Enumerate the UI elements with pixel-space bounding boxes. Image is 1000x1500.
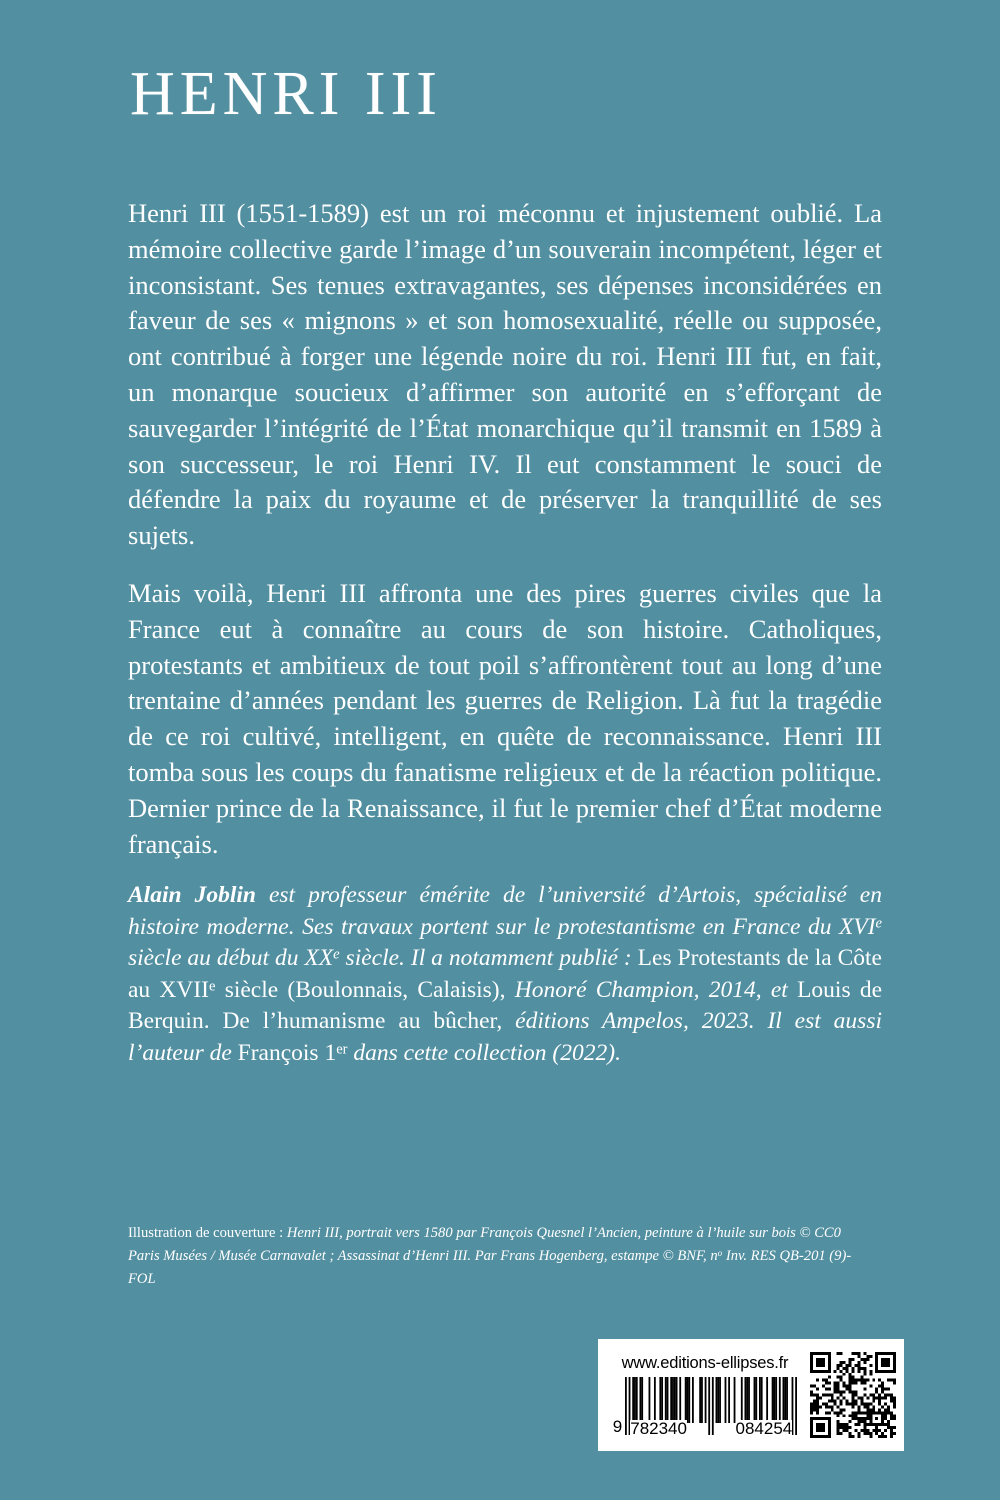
bio-closing: dans cette collection (2022). bbox=[347, 1039, 621, 1066]
ean-digit-groups bbox=[625, 1420, 797, 1437]
ordinal-suffix-numero: o bbox=[717, 1247, 723, 1258]
ean-lead-digit: 9 bbox=[612, 1416, 623, 1436]
bio-segment-3: siècle. Il a notamment publié : bbox=[339, 945, 638, 971]
bio-work-title-3: François 1 bbox=[237, 1039, 337, 1066]
publisher-website-url[interactable]: www.editions-ellipses.fr bbox=[621, 1353, 789, 1372]
ordinal-suffix-2: e bbox=[333, 946, 340, 963]
blurb-paragraph-2: Mais voilà, Henri III affronta une des pires guerres civiles que la France eut à connaître au cours de son histoire. Catholiques, protestants et ambitieux de tout poil s’affrontèrent tout au long d’une trentaine d’années pendant les guerres de Religion. Là fut la tragédie de ce roi cultivé, intelligent, en quête de reconnaissance. Henri III tomba sous les coups du fanatisme religieux et de la réaction politique. Dernier prince de la Renaissance, il fut le premier chef d’État moderne français. bbox=[128, 577, 882, 859]
blurb-text bbox=[128, 196, 882, 862]
page-title: HENRI III bbox=[130, 60, 442, 128]
ordinal-suffix-1: e bbox=[875, 914, 882, 931]
qr-code[interactable] bbox=[810, 1352, 896, 1438]
credits-line-1: Henri III, portrait vers 1580 par François Quesnel l’Ancien, peinture à l’huile sur bois © CC0 Paris Musées / Musée Carnavalet ; Assassinat d’Henri III. Par Frans Hogenberg, estampe © BNF, n bbox=[128, 1225, 841, 1264]
bio-publisher-1: Honoré Champion, 2014, et bbox=[514, 976, 798, 1003]
ean-group-left: 782340 bbox=[630, 1418, 687, 1438]
author-name: Alain Joblin bbox=[128, 882, 256, 908]
barcode-bars bbox=[625, 1375, 797, 1437]
barcode-panel bbox=[598, 1339, 904, 1451]
ordinal-suffix-3: e bbox=[209, 977, 216, 994]
bio-work-title-1: Les Protestants de la Côte au XVII bbox=[128, 945, 882, 1003]
illustration-credits bbox=[128, 1222, 870, 1291]
author-bio bbox=[128, 880, 882, 1069]
bio-segment-1: est professeur émérite de l’université d’Artois, spécialisé en histoire moderne. Ses travaux portent sur le protestantisme en France du XVI bbox=[128, 882, 882, 940]
blurb-paragraph-1: Henri III (1551-1589) est un roi méconnu et injustement oublié. La mémoire collective garde l’image d’un souverain incompétent, léger et inconsistant. Ses tenues extravagantes, ses dépenses inconsidérées en faveur de ses « mignons » et son homosexualité, réelle ou supposée, ont contribué à forger une légende noire du roi. Henri III fut, en fait, un monarque soucieux d’affirmer son autorité en s’efforçant de sauvegarder l’intégrité de l’État monarchique qu’il transmit en 1589 à son successeur, le roi Henri IV. Il eut constamment le souci de défendre la paix du royaume et de préserver la tranquillité de ses sujets. bbox=[128, 198, 882, 551]
bio-publisher-2: éditions Ampelos, 2023. Il est aussi l’auteur de bbox=[128, 1008, 882, 1066]
credits-line-2: Inv. RES QB-201 (9)-FOL bbox=[128, 1248, 852, 1287]
barcode-left-group bbox=[608, 1345, 802, 1445]
credits-label: Illustration de couverture : bbox=[128, 1225, 287, 1241]
bio-work-title-1-cont: siècle (Boulonnais, Calaisis), bbox=[215, 976, 515, 1003]
bio-segment-2: siècle au début du XX bbox=[128, 945, 334, 971]
ordinal-suffix-4: er bbox=[336, 1040, 348, 1057]
bio-work-title-2: Louis de Berquin. De l’humanisme au bûcher, bbox=[128, 976, 882, 1034]
ean-group-right: 084254 bbox=[735, 1418, 793, 1438]
ean13-barcode bbox=[613, 1375, 797, 1437]
